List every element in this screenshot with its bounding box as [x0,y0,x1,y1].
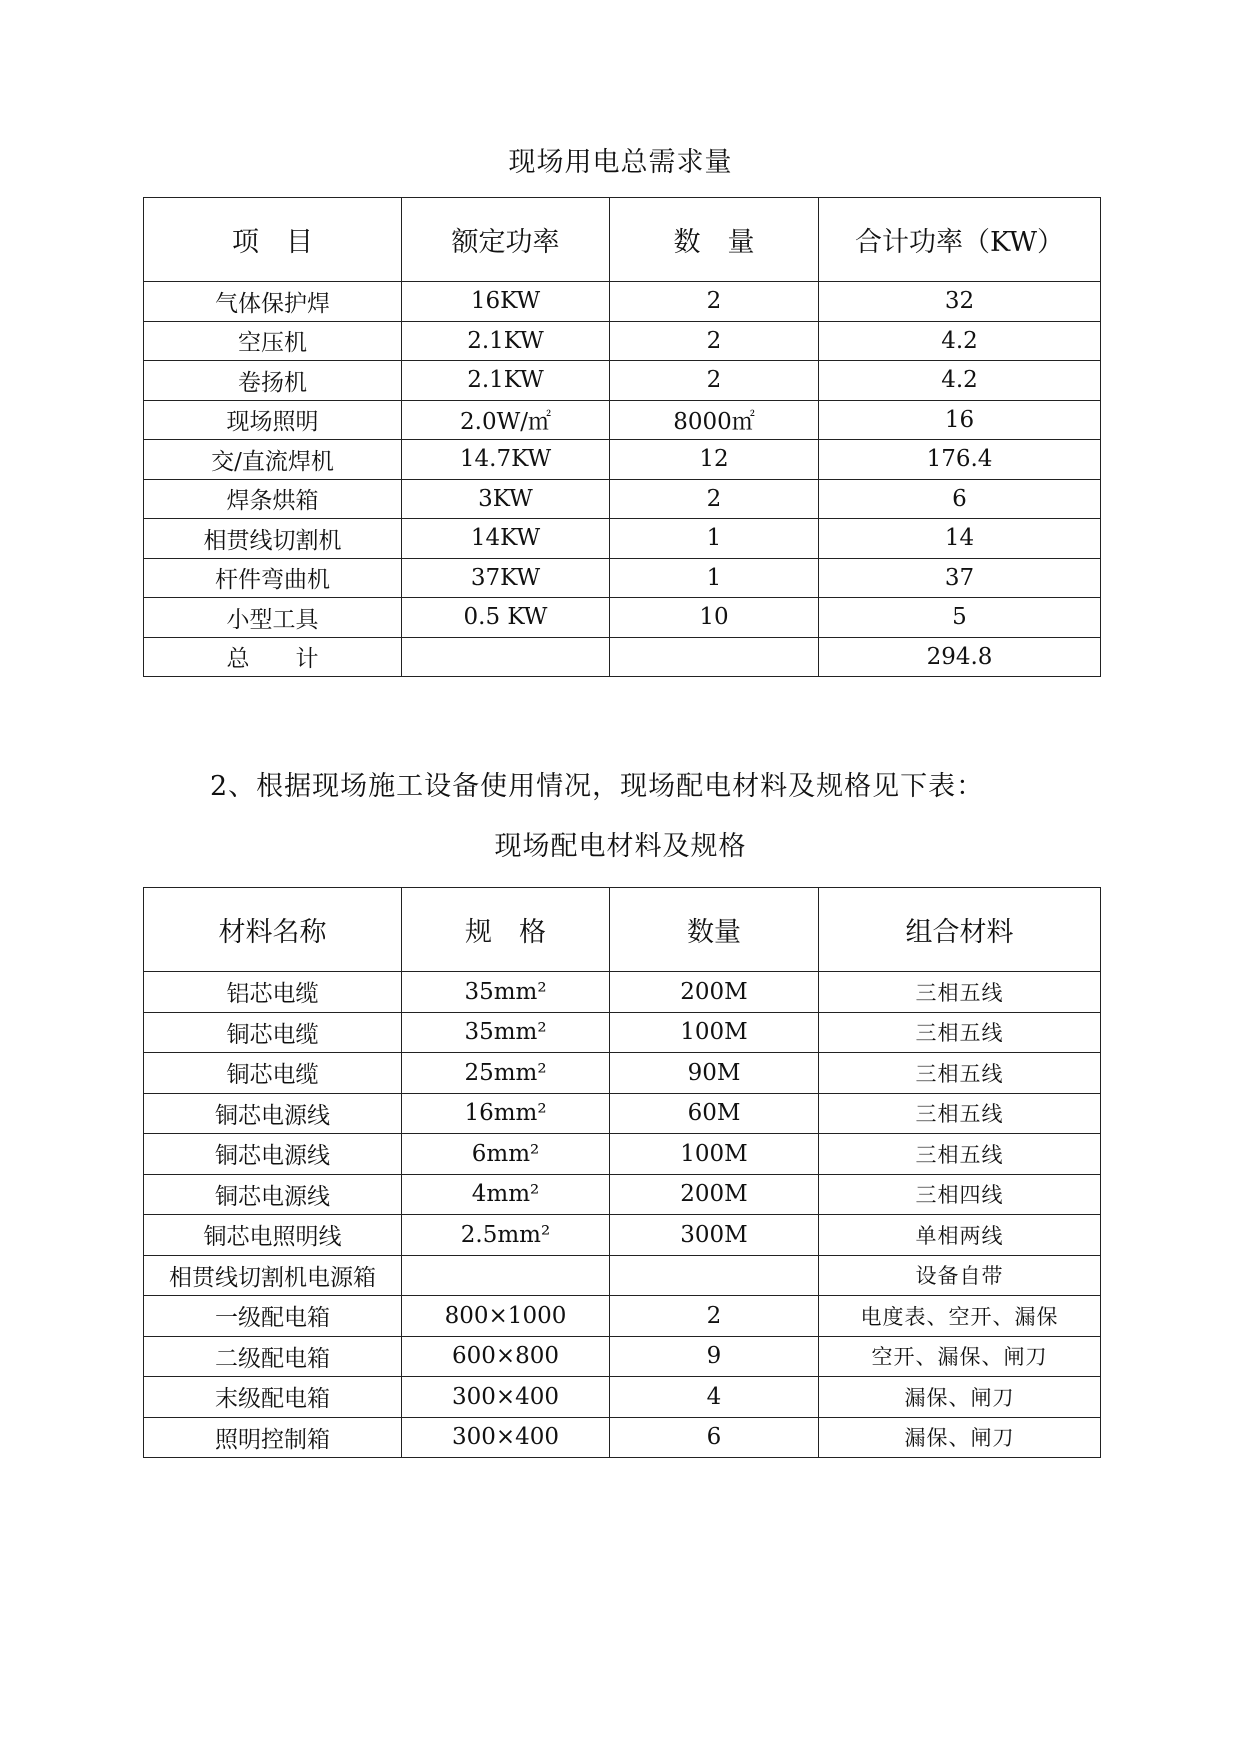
table-row [144,1377,1101,1418]
cell-item: 卷扬机 [144,361,402,401]
cell-material-name: 铝芯电缆 [144,972,402,1013]
table-row [144,1336,1101,1377]
header-combination: 组合材料 [819,888,1101,972]
cell-material-name: 铜芯电缆 [144,1012,402,1053]
cell-quantity [610,637,819,677]
table-row [144,361,1101,401]
cell-specification: 16mm² [402,1093,610,1134]
cell-combination: 电度表、空开、漏保 [819,1296,1101,1337]
cell-total-power: 16 [819,400,1101,440]
table-row [144,1255,1101,1296]
cell-material-name: 铜芯电源线 [144,1093,402,1134]
cell-item: 空压机 [144,321,402,361]
cell-quantity: 300M [610,1215,819,1256]
cell-item: 相贯线切割机 [144,519,402,559]
cell-quantity [610,1255,819,1296]
cell-material-name: 照明控制箱 [144,1417,402,1458]
cell-rated-power: 16KW [402,282,610,322]
cell-combination: 三相五线 [819,1093,1101,1134]
cell-specification [402,1255,610,1296]
cell-item: 总 计 [144,637,402,677]
cell-total-power: 5 [819,598,1101,638]
cell-specification: 2.5mm² [402,1215,610,1256]
body-paragraph: 2、根据现场施工设备使用情况，现场配电材料及规格见下表： [210,771,985,802]
cell-specification: 300×400 [402,1377,610,1418]
cell-quantity: 12 [610,440,819,480]
table-row [144,440,1101,480]
cell-total-power: 294.8 [819,637,1101,677]
cell-quantity: 100M [610,1134,819,1175]
cell-combination: 单相两线 [819,1215,1101,1256]
header-rated-power: 额定功率 [402,198,610,282]
cell-item: 交/直流焊机 [144,440,402,480]
cell-material-name: 二级配电箱 [144,1336,402,1377]
table-row [144,1417,1101,1458]
cell-combination: 漏保、闸刀 [819,1417,1101,1458]
cell-rated-power: 3KW [402,479,610,519]
table-row [144,637,1101,677]
cell-combination: 空开、漏保、闸刀 [819,1336,1101,1377]
cell-quantity: 2 [610,361,819,401]
cell-combination: 三相五线 [819,1053,1101,1094]
cell-combination: 三相四线 [819,1174,1101,1215]
header-quantity: 数 量 [610,198,819,282]
cell-quantity: 10 [610,598,819,638]
cell-combination: 三相五线 [819,1134,1101,1175]
cell-combination: 设备自带 [819,1255,1101,1296]
cell-combination: 三相五线 [819,1012,1101,1053]
cell-total-power: 14 [819,519,1101,559]
cell-rated-power: 37KW [402,558,610,598]
cell-material-name: 铜芯电照明线 [144,1215,402,1256]
table-row [144,321,1101,361]
cell-rated-power: 2.1KW [402,361,610,401]
cell-total-power: 32 [819,282,1101,322]
power-demand-table [143,197,1101,677]
table-header-row [144,888,1101,972]
cell-item: 焊条烘箱 [144,479,402,519]
cell-combination: 漏保、闸刀 [819,1377,1101,1418]
cell-quantity: 200M [610,1174,819,1215]
cell-specification: 6mm² [402,1134,610,1175]
cell-specification: 800×1000 [402,1296,610,1337]
cell-quantity: 6 [610,1417,819,1458]
header-material-name: 材料名称 [144,888,402,972]
table-row [144,1012,1101,1053]
table-row [144,1215,1101,1256]
cell-total-power: 6 [819,479,1101,519]
cell-material-name: 铜芯电缆 [144,1053,402,1094]
table-row [144,1296,1101,1337]
cell-total-power: 4.2 [819,321,1101,361]
table-row [144,598,1101,638]
cell-rated-power: 2.0W/㎡ [402,400,610,440]
table-row [144,1053,1101,1094]
power-table-caption: 现场用电总需求量 [508,147,733,178]
power-table-body [144,282,1101,677]
cell-item: 现场照明 [144,400,402,440]
cell-specification: 300×400 [402,1417,610,1458]
cell-quantity: 4 [610,1377,819,1418]
table-header-row [144,198,1101,282]
cell-quantity: 1 [610,519,819,559]
cell-rated-power [402,637,610,677]
cell-quantity: 100M [610,1012,819,1053]
cell-quantity: 2 [610,321,819,361]
cell-combination: 三相五线 [819,972,1101,1013]
cell-material-name: 一级配电箱 [144,1296,402,1337]
cell-quantity: 1 [610,558,819,598]
cell-quantity: 2 [610,479,819,519]
cell-specification: 35mm² [402,1012,610,1053]
table-row [144,1093,1101,1134]
cell-material-name: 铜芯电源线 [144,1174,402,1215]
cell-total-power: 37 [819,558,1101,598]
cell-total-power: 4.2 [819,361,1101,401]
cell-rated-power: 0.5 KW [402,598,610,638]
cell-quantity: 2 [610,1296,819,1337]
materials-table-body [144,972,1101,1458]
header-quantity: 数量 [610,888,819,972]
header-item: 项 目 [144,198,402,282]
header-total-power: 合计功率（KW） [819,198,1101,282]
table-row [144,1174,1101,1215]
cell-quantity: 2 [610,282,819,322]
cell-quantity: 9 [610,1336,819,1377]
table-row [144,479,1101,519]
cell-material-name: 末级配电箱 [144,1377,402,1418]
table-row [144,558,1101,598]
cell-rated-power: 14.7KW [402,440,610,480]
table-row [144,282,1101,322]
cell-quantity: 90M [610,1053,819,1094]
materials-table-caption: 现场配电材料及规格 [494,831,747,862]
cell-specification: 600×800 [402,1336,610,1377]
cell-total-power: 176.4 [819,440,1101,480]
materials-spec-table [143,887,1101,1458]
cell-quantity: 8000㎡ [610,400,819,440]
cell-item: 小型工具 [144,598,402,638]
cell-item: 气体保护焊 [144,282,402,322]
table-row [144,400,1101,440]
table-row [144,972,1101,1013]
cell-item: 杆件弯曲机 [144,558,402,598]
cell-specification: 35mm² [402,972,610,1013]
cell-specification: 25mm² [402,1053,610,1094]
cell-material-name: 相贯线切割机电源箱 [144,1255,402,1296]
cell-specification: 4mm² [402,1174,610,1215]
cell-rated-power: 14KW [402,519,610,559]
table-row [144,1134,1101,1175]
cell-rated-power: 2.1KW [402,321,610,361]
header-specification: 规 格 [402,888,610,972]
table-row [144,519,1101,559]
cell-material-name: 铜芯电源线 [144,1134,402,1175]
cell-quantity: 200M [610,972,819,1013]
cell-quantity: 60M [610,1093,819,1134]
